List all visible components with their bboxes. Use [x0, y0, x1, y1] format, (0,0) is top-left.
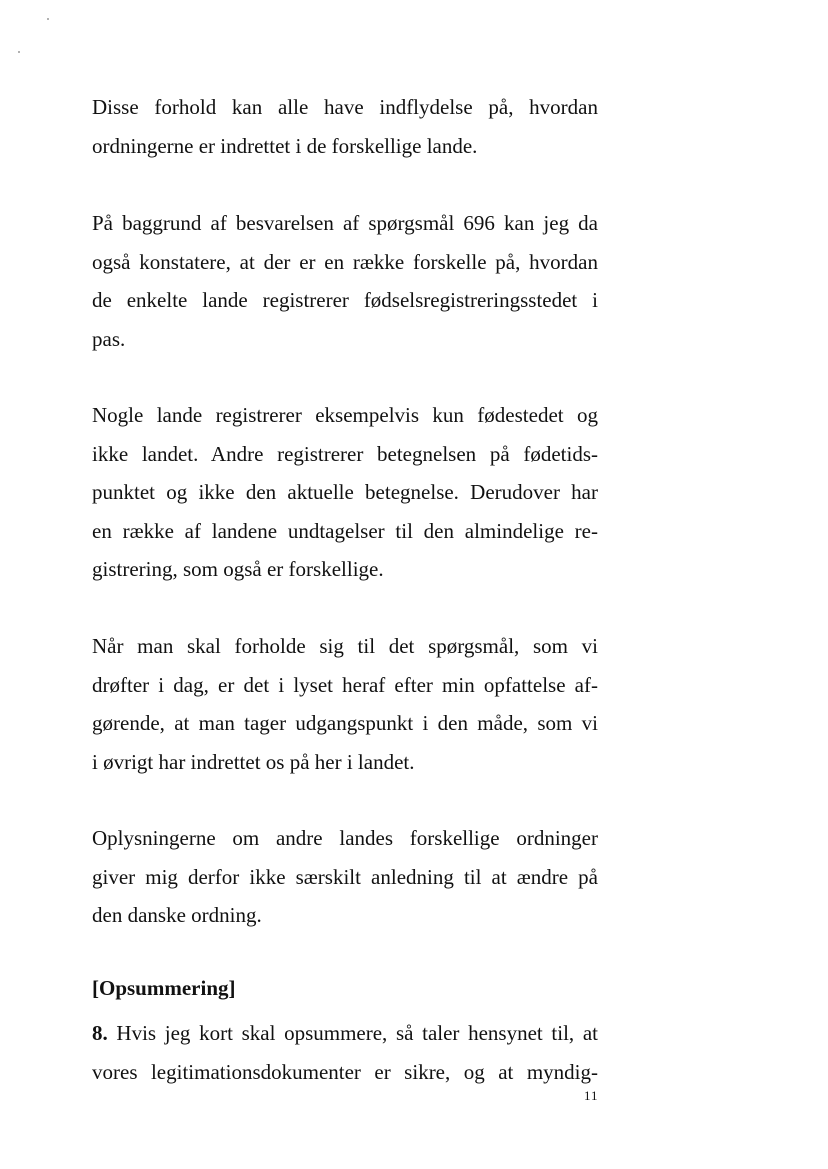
page-number: 11: [584, 1088, 599, 1103]
text-line: På baggrund af besvarelsen af spørgsmål 696 kan jeg da: [92, 211, 598, 235]
text-line: ikke landet. Andre registrerer betegnelsen på fødetids-: [92, 441, 598, 466]
scan-speck: [47, 18, 49, 20]
text-line: Nogle lande registrerer eksempelvis kun fødestedet og: [92, 403, 598, 427]
text-line: pas.: [92, 326, 126, 351]
text-line: den danske ordning.: [92, 903, 262, 927]
text-line: gørende, at man tager udgangspunkt i den måde, som vi: [92, 711, 598, 735]
paragraph-3: [92, 396, 598, 589]
text-line: en række af landene undtagelser til den almindelige re-: [92, 518, 598, 543]
text-line: også konstatere, at der er en række forskelle på, hvordan: [92, 249, 598, 274]
text-line: de enkelte lande registrerer fødselsregistreringsstedet i: [92, 288, 598, 312]
text-line: [92, 1014, 598, 1053]
paragraph-5: [92, 819, 598, 935]
text-line: Når man skal forholde sig til det spørgsmål, som vi: [92, 634, 598, 658]
section-8: [92, 1014, 598, 1091]
text-line: ordningerne er indrettet i de forskellige lande.: [92, 133, 478, 158]
section-number: 8.: [92, 1021, 108, 1045]
text-line: drøfter i dag, er det i lyset heraf efter min opfattelse af-: [92, 672, 598, 697]
paragraph-1: [92, 88, 598, 165]
section-text: Hvis jeg kort skal opsummere, så taler hensynet til, at: [107, 1021, 598, 1045]
paragraph-2: [92, 204, 598, 358]
text-line: punktet og ikke den aktuelle betegnelse. Derudover har: [92, 480, 598, 504]
paragraph-4: [92, 627, 598, 781]
text-line: i øvrigt har indrettet os på her i landet.: [92, 749, 415, 774]
text-line: gistrering, som også er forskellige.: [92, 557, 384, 581]
text-line: Disse forhold kan alle have indflydelse på, hvordan: [92, 95, 598, 119]
text-line: giver mig derfor ikke særskilt anledning til at ændre på: [92, 864, 598, 889]
text-line: Oplysningerne om andre landes forskellige ordninger: [92, 826, 598, 850]
scan-speck: [18, 51, 20, 53]
section-heading: [Opsummering]: [92, 976, 236, 1000]
text-line: vores legitimationsdokumenter er sikre, og at myndig-: [92, 1059, 598, 1084]
